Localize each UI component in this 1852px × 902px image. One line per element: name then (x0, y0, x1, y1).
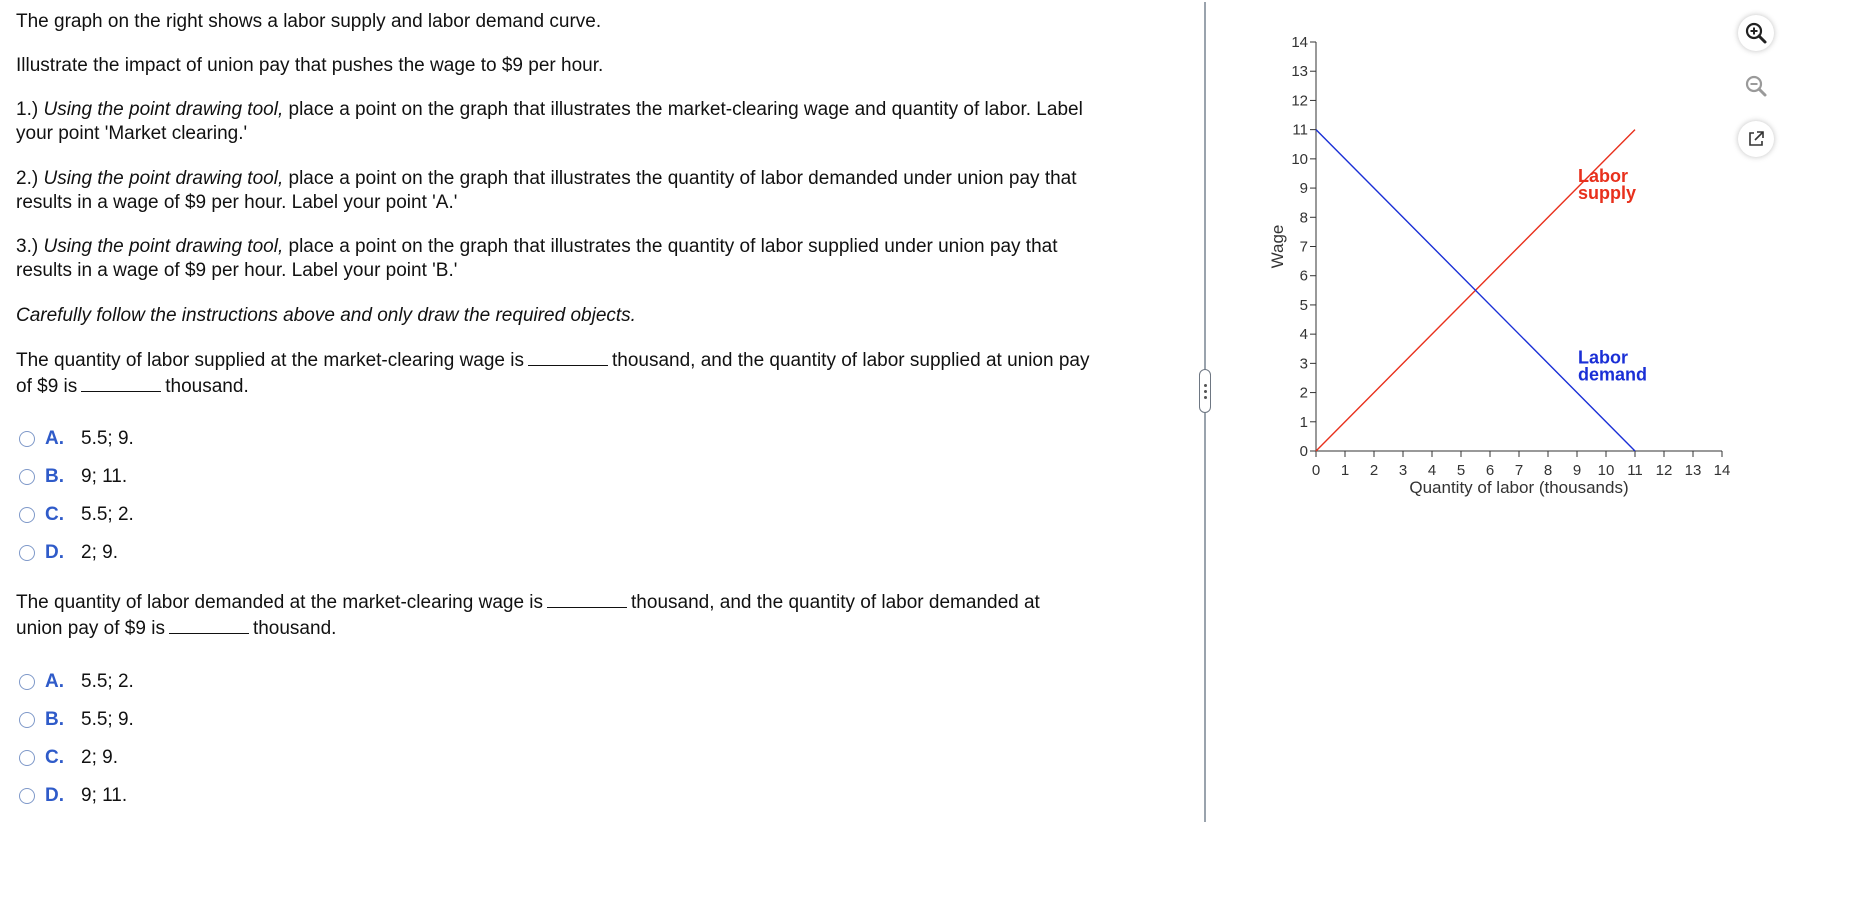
labor-supply-label (1578, 166, 1636, 203)
option-text: 9; 11. (81, 466, 128, 487)
question-text: thousand. (252, 618, 337, 639)
x-tick-label: 0 (1311, 462, 1321, 479)
question-text: thousand, and the quantity of labor demanded at (631, 592, 1040, 613)
y-tick-label: 14 (1291, 34, 1308, 51)
option-letter: D. (45, 542, 64, 563)
option-letter: B. (45, 466, 64, 487)
y-tick-label: 1 (1299, 413, 1308, 431)
instruction-tool: Using the point drawing tool, (43, 168, 284, 189)
option-text: 5.5; 2. (81, 504, 134, 525)
option-letter: B. (45, 709, 64, 730)
y-tick-label: 3 (1299, 355, 1308, 373)
y-tick-label: 11 (1292, 121, 1308, 139)
question-text: thousand, and the quantity of labor supplied at union pay (612, 350, 1090, 371)
x-tick-label: 4 (1427, 462, 1437, 479)
x-tick-label: 14 (1713, 462, 1731, 479)
popout-button[interactable] (1738, 121, 1774, 157)
option-letter: A. (45, 671, 64, 692)
x-tick-label: 11 (1627, 462, 1643, 479)
y-tick-label: 2 (1299, 384, 1308, 402)
y-tick-label: 12 (1291, 92, 1308, 110)
instruction-number: 2.) (16, 168, 39, 189)
y-tick-label: 13 (1291, 63, 1308, 81)
instruction-text: place a point on the graph that illustrates the market-clearing wage and quantity of labor. Label (288, 99, 1083, 120)
x-tick-label: 5 (1456, 462, 1466, 479)
y-tick-label: 4 (1299, 326, 1308, 344)
question-text: The quantity of labor demanded at the market-clearing wage is (16, 592, 544, 613)
x-tick-label: 1 (1340, 462, 1350, 479)
caution-text: Carefully follow the instructions above and only draw the required objects. (16, 305, 636, 326)
series-label-line: supply (1578, 183, 1637, 204)
labor-demand-label (1578, 347, 1647, 384)
instruction-number: 3.) (16, 236, 39, 257)
popout-icon (1746, 129, 1766, 149)
x-tick-label: 8 (1543, 462, 1553, 479)
y-tick-label: 7 (1299, 238, 1308, 256)
instruction-text: your point 'Market clearing.' (16, 123, 248, 144)
y-axis-label: Wage (1268, 224, 1287, 269)
zoom-in-icon (1744, 21, 1768, 45)
question-text: The quantity of labor supplied at the market-clearing wage is (16, 350, 524, 371)
y-tick-label: 10 (1291, 150, 1308, 168)
x-tick-label: 2 (1369, 462, 1379, 479)
intro-line-1: The graph on the right shows a labor supply and labor demand curve. (16, 11, 602, 32)
y-tick-label: 9 (1299, 180, 1308, 198)
x-axis-label: Quantity of labor (thousands) (1409, 478, 1629, 497)
instruction-tool: Using the point drawing tool, (43, 236, 284, 257)
option-letter: C. (45, 747, 64, 768)
instruction-text: results in a wage of $9 per hour. Label your point 'A.' (16, 192, 458, 213)
option-text: 5.5; 2. (81, 671, 134, 692)
series-label-line: demand (1578, 364, 1648, 385)
x-tick-label: 3 (1398, 462, 1408, 479)
x-tick-label: 7 (1514, 462, 1524, 479)
instruction-number: 1.) (16, 99, 39, 120)
option-letter: C. (45, 504, 64, 525)
x-tick-label: 13 (1684, 462, 1702, 479)
x-tick-label: 6 (1485, 462, 1495, 479)
option-text: 2; 9. (81, 747, 118, 768)
zoom-in-button[interactable] (1738, 15, 1774, 51)
y-tick-label: 8 (1299, 209, 1308, 227)
y-tick-label: 5 (1299, 296, 1308, 314)
instruction-tool: Using the point drawing tool, (43, 99, 284, 120)
option-letter: A. (45, 428, 64, 449)
instruction-text: place a point on the graph that illustrates the quantity of labor demanded under union pay that (288, 168, 1077, 189)
option-text: 5.5; 9. (81, 428, 134, 449)
x-tick-label: 10 (1597, 462, 1615, 479)
instruction-text: results in a wage of $9 per hour. Label your point 'B.' (16, 260, 458, 281)
y-tick-label: 6 (1299, 267, 1308, 285)
option-text: 2; 9. (81, 542, 118, 563)
question-text: union pay of $9 is (16, 618, 165, 639)
question-text: of $9 is (16, 376, 78, 397)
y-tick-label: 0 (1299, 443, 1308, 460)
x-tick-label: 12 (1655, 462, 1673, 479)
series-label-line: Labor (1578, 166, 1629, 187)
question-text: thousand. (165, 376, 249, 397)
series-label-line: Labor (1578, 347, 1629, 368)
option-text: 9; 11. (81, 785, 128, 806)
zoom-out-icon (1744, 74, 1768, 98)
zoom-out-button[interactable] (1738, 68, 1774, 104)
instruction-text: place a point on the graph that illustrates the quantity of labor supplied under union pay that (288, 236, 1058, 257)
option-letter: D. (45, 785, 64, 806)
option-text: 5.5; 9. (81, 709, 134, 730)
x-tick-label: 9 (1572, 462, 1582, 479)
intro-line-2: Illustrate the impact of union pay that pushes the wage to $9 per hour. (16, 55, 604, 76)
